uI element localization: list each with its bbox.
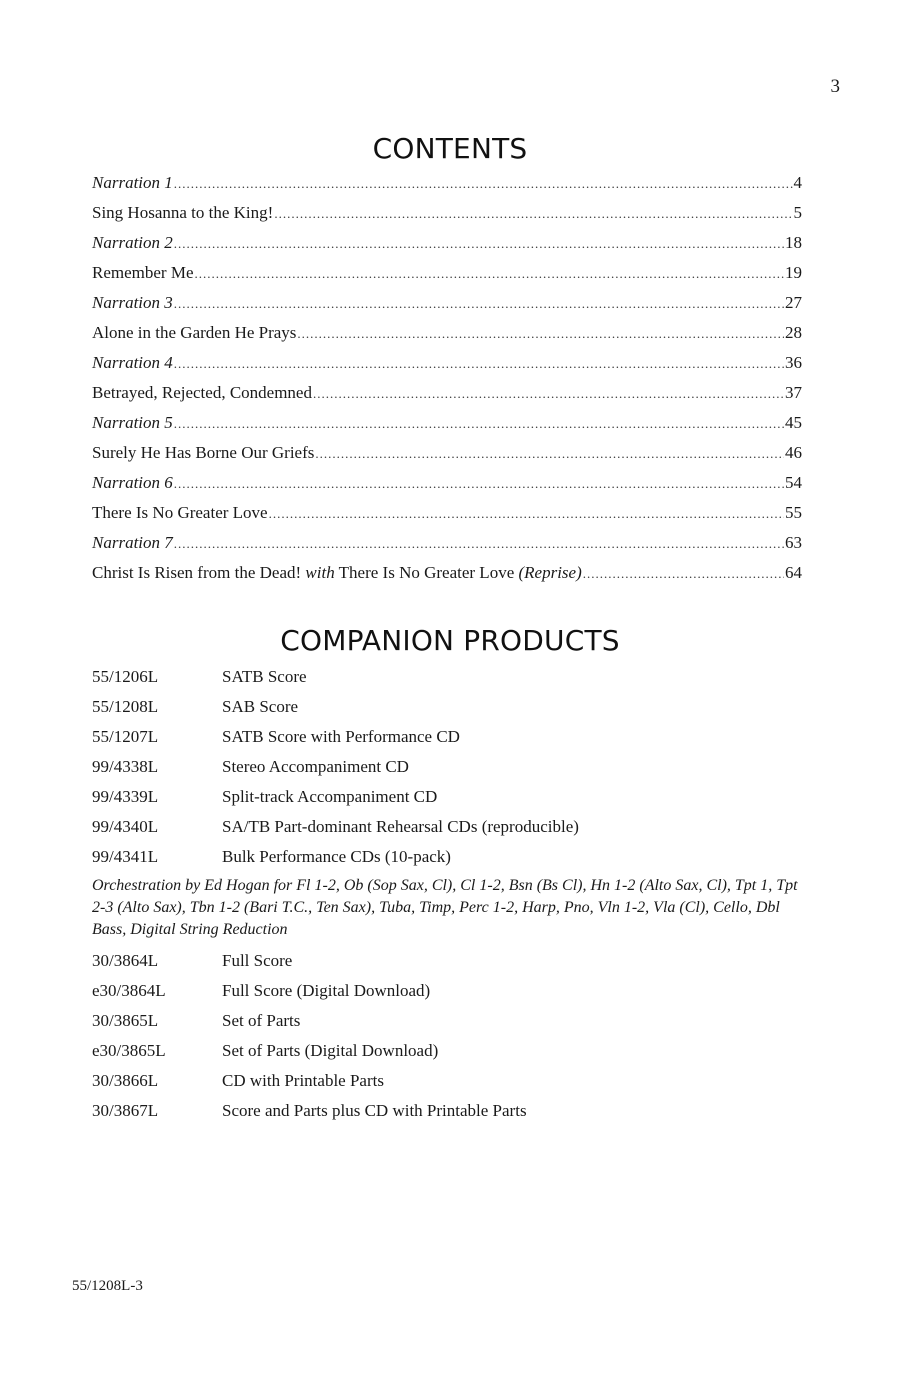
toc-entry-title <box>92 558 582 588</box>
toc-entry <box>92 198 802 228</box>
product-row <box>92 1096 812 1126</box>
product-code: 55/1206L <box>92 667 159 686</box>
product-code: e30/3864L <box>92 981 166 1000</box>
product-code: 30/3865L <box>92 1011 159 1030</box>
toc-entry-title: There Is No Greater Love <box>92 503 268 522</box>
product-description: SATB Score with Performance CD <box>222 727 460 746</box>
product-code: 55/1207L <box>92 727 159 746</box>
toc-entry <box>92 558 802 588</box>
dot-leader <box>297 319 784 349</box>
orchestral-products-list <box>92 946 812 1126</box>
dot-leader <box>174 469 784 499</box>
toc-entry-page: 4 <box>793 173 802 192</box>
product-row <box>92 812 812 842</box>
toc-entry-page: 5 <box>793 203 802 222</box>
dot-leader <box>583 559 784 589</box>
dot-leader <box>174 409 784 439</box>
toc-entry-title-reprise: (Reprise) <box>518 563 582 582</box>
dot-leader <box>313 379 784 409</box>
toc-entry-title: Remember Me <box>92 263 194 282</box>
toc-entry <box>92 288 802 318</box>
product-row <box>92 722 812 752</box>
toc-entry-title-part: There Is No Greater Love <box>338 563 515 582</box>
toc-entry-page: 64 <box>785 563 802 582</box>
product-description: Bulk Performance CDs (10-pack) <box>222 847 451 866</box>
toc-entry-page: 27 <box>785 293 802 312</box>
toc-entry-page: 45 <box>785 413 802 432</box>
product-row <box>92 842 812 872</box>
dot-leader <box>174 529 784 559</box>
product-row <box>92 1066 812 1096</box>
toc-entry-page: 36 <box>785 353 802 372</box>
toc-entry-page: 18 <box>785 233 802 252</box>
product-description: Set of Parts <box>222 1011 301 1030</box>
toc-entry-page: 63 <box>785 533 802 552</box>
toc-entry-title: Surely He Has Borne Our Griefs <box>92 443 315 462</box>
toc-entry-page: 19 <box>785 263 802 282</box>
toc-entry <box>92 408 802 438</box>
toc-entry-title-with: with <box>305 563 335 582</box>
product-row <box>92 752 812 782</box>
toc-entry <box>92 378 802 408</box>
product-code: 30/3866L <box>92 1071 159 1090</box>
dot-leader <box>269 499 784 529</box>
product-code: 30/3864L <box>92 951 159 970</box>
toc-entry <box>92 498 802 528</box>
toc-entry-page: 46 <box>785 443 802 462</box>
product-description: Score and Parts plus CD with Printable Parts <box>222 1101 527 1120</box>
toc-entry-title: Narration 3 <box>92 293 173 312</box>
product-code: e30/3865L <box>92 1041 166 1060</box>
toc-entry-title-part: Christ Is Risen from the Dead! <box>92 563 302 582</box>
toc-entry-title: Narration 2 <box>92 233 173 252</box>
product-description: CD with Printable Parts <box>222 1071 384 1090</box>
product-code: 99/4338L <box>92 757 159 776</box>
dot-leader <box>174 349 784 379</box>
product-description: Stereo Accompaniment CD <box>222 757 409 776</box>
product-row <box>92 1006 812 1036</box>
product-row <box>92 946 812 976</box>
toc-entry-page: 28 <box>785 323 802 342</box>
product-description: Set of Parts (Digital Download) <box>222 1041 439 1060</box>
product-description: Full Score (Digital Download) <box>222 981 431 1000</box>
dot-leader <box>274 199 792 229</box>
toc-entry <box>92 228 802 258</box>
dot-leader <box>195 259 785 289</box>
footer-product-code: 55/1208L-3 <box>72 1278 143 1294</box>
toc-entry-title: Narration 7 <box>92 533 173 552</box>
product-row <box>92 782 812 812</box>
product-description: Split-track Accompaniment CD <box>222 787 438 806</box>
toc-entry <box>92 438 802 468</box>
toc-entry-title: Sing Hosanna to the King! <box>92 203 274 222</box>
dot-leader <box>315 439 784 469</box>
page-number: 3 <box>830 76 840 97</box>
contents-list <box>92 168 802 588</box>
companion-products-heading: COMPANION PRODUCTS <box>280 624 620 657</box>
toc-entry-title: Narration 5 <box>92 413 173 432</box>
product-row <box>92 1036 812 1066</box>
toc-entry-title: Narration 1 <box>92 173 173 192</box>
product-row <box>92 662 812 692</box>
toc-entry-page: 55 <box>785 503 802 522</box>
toc-entry <box>92 468 802 498</box>
toc-entry <box>92 528 802 558</box>
toc-entry <box>92 318 802 348</box>
toc-entry-title: Alone in the Garden He Prays <box>92 323 297 342</box>
product-code: 30/3867L <box>92 1101 159 1120</box>
contents-heading: CONTENTS <box>372 132 528 165</box>
toc-entry-title: Narration 4 <box>92 353 173 372</box>
choral-products-list <box>92 662 812 872</box>
product-description: Full Score <box>222 951 293 970</box>
orchestration-note: Orchestration by Ed Hogan for Fl 1-2, Ob (Sop Sax, Cl), Cl 1-2, Bsn (Bs Cl), Hn 1-2 (Alto Sax, Cl), Tpt 1, Tpt 2-3 (Alto Sax), Tbn 1-2 (Bari T.C., Ten Sax), Tuba, Timp, Perc 1-2, Harp, Pno, Vln 1-2, Vla (Cl), Cello, Dbl Bass, Digital String Reduction <box>92 877 798 938</box>
dot-leader <box>174 289 784 319</box>
product-code: 99/4341L <box>92 847 159 866</box>
toc-entry-title: Betrayed, Rejected, Condemned <box>92 383 312 402</box>
product-code: 55/1208L <box>92 697 159 716</box>
toc-entry <box>92 348 802 378</box>
toc-entry <box>92 168 802 198</box>
dot-leader <box>174 169 793 199</box>
product-row <box>92 692 812 722</box>
dot-leader <box>174 229 784 259</box>
product-description: SATB Score <box>222 667 307 686</box>
toc-entry-page: 37 <box>785 383 802 402</box>
product-code: 99/4339L <box>92 787 159 806</box>
toc-entry-page: 54 <box>785 473 802 492</box>
product-description: SA/TB Part-dominant Rehearsal CDs (reproducible) <box>222 817 579 836</box>
toc-entry <box>92 258 802 288</box>
product-code: 99/4340L <box>92 817 159 836</box>
product-description: SAB Score <box>222 697 299 716</box>
product-row <box>92 976 812 1006</box>
toc-entry-title: Narration 6 <box>92 473 173 492</box>
